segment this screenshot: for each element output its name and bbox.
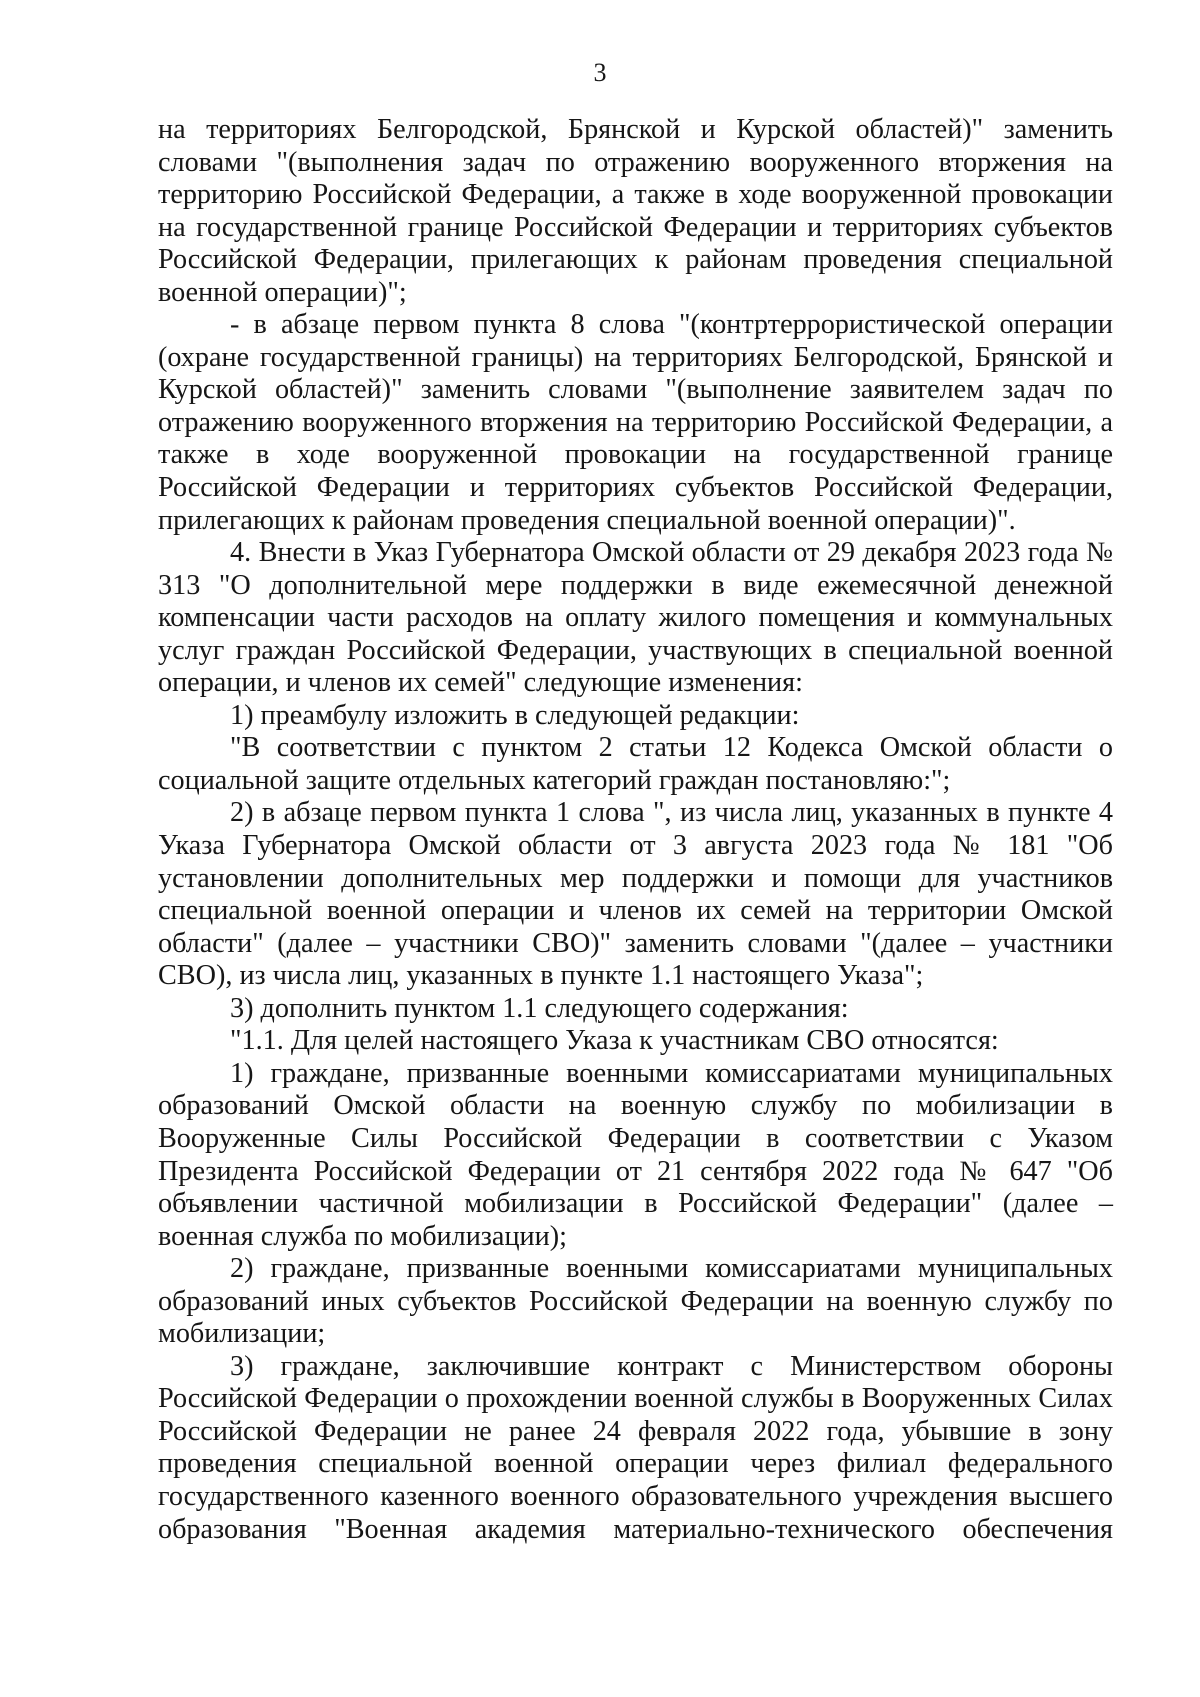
- paragraph-preamble-quote: "В соответствии с пунктом 2 статьи 12 Кодекса Омской области о социальной защите отдельных категорий граждан постановляю:";: [158, 732, 1113, 796]
- paragraph-item-3: 3) дополнить пунктом 1.1 следующего содержания:: [230, 992, 849, 1024]
- paragraph-item-1: 1) преамбулу изложить в следующей редакции:: [230, 699, 800, 731]
- paragraph-subitem-2: 2) граждане, призванные военными комиссариатами муниципальных образований иных субъектов Российской Федерации на военную службу по мобилизации;: [158, 1253, 1113, 1350]
- paragraph-point-1-1: "1.1. Для целей настоящего Указа к участникам СВО относятся:: [230, 1025, 999, 1057]
- document-body: [158, 114, 1113, 1546]
- paragraph-section-4: 4. Внести в Указ Губернатора Омской области от 29 декабря 2023 года № 313 "О дополнительной мере поддержки в виде ежемесячной денежной компенсации части расходов на оплату жилого помещения и коммунальных услуг граждан Российской Федерации, участвующих в специальной военной операции, и членов их семей" следующие изменения:: [158, 537, 1113, 699]
- paragraph-item-2: 2) в абзаце первом пункта 1 слова ", из числа лиц, указанных в пункте 4 Указа Губернатора Омской области от 3 августа 2023 года № 181 "Об установлении дополнительных мер поддержки и помощи для участников специальной военной операции и членов их семей на территории Омской области" (далее – участники СВО)" заменить словами "(далее – участники СВО), из числа лиц, указанных в пункте 1.1 настоящего Указа";: [158, 797, 1113, 992]
- page-number: 3: [593, 58, 607, 87]
- paragraph-continuation: на территориях Белгородской, Брянской и Курской областей)" заменить словами "(выполнения задач по отражению вооруженного вторжения на территорию Российской Федерации, а также в ходе вооруженной провокации на государственной границе Российской Федерации и территориях субъектов Российской Федерации, прилегающих к районам проведения специальной военной операции)";: [158, 114, 1113, 308]
- paragraph-subitem-3: 3) граждане, заключившие контракт с Министерством обороны Российской Федерации о прохождении военной службы в Вооруженных Силах Российской Федерации не ранее 24 февраля 2022 года, убывшие в зону проведения специальной военной операции через филиал федерального государственного казенного военного образовательного учреждения высшего образования "Военная академия материально-технического обеспечения: [158, 1350, 1113, 1545]
- paragraph-item-8-amendment: - в абзаце первом пункта 8 слова "(контртеррористической операции (охране государственной границы) на территориях Белгородской, Брянской и Курской областей)" заменить словами "(выполнение заявителем задач по отражению вооруженного вторжения на территорию Российской Федерации, а также в ходе вооруженной провокации на государственной границе Российской Федерации и территориях субъектов Российской Федерации, прилегающих к районам проведения специальной военной операции)".: [158, 309, 1113, 536]
- paragraph-subitem-1: 1) граждане, призванные военными комиссариатами муниципальных образований Омской области на военную службу по мобилизации в Вооруженные Силы Российской Федерации в соответствии с Указом Президента Российской Федерации от 21 сентября 2022 года № 647 "Об объявлении частичной мобилизации в Российской Федерации" (далее – военная служба по мобилизации);: [158, 1057, 1113, 1252]
